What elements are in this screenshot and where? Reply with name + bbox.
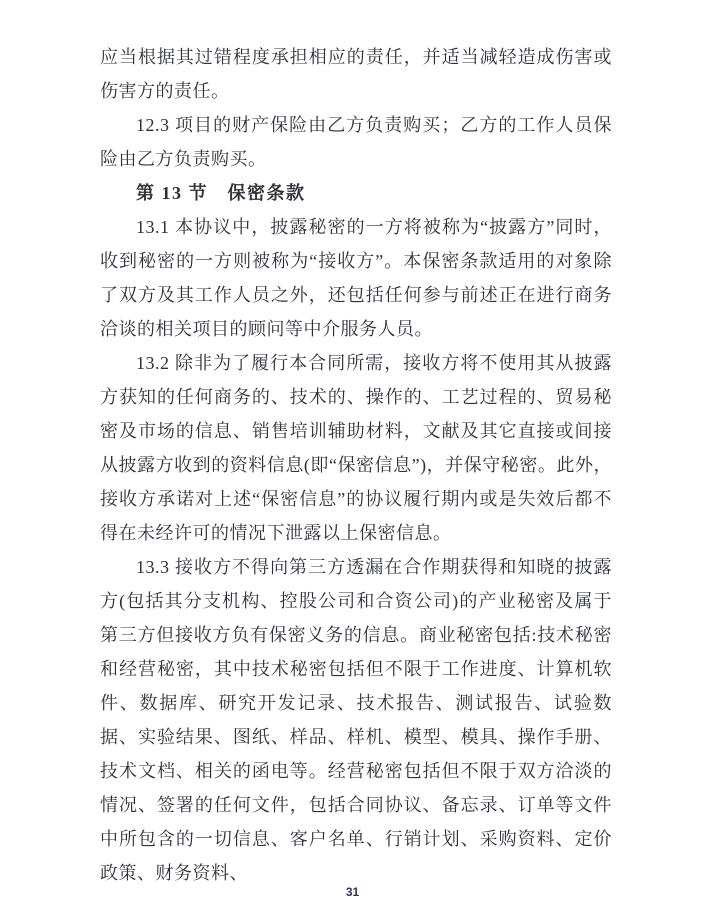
section-13-heading: 第 13 节 保密条款	[136, 183, 306, 203]
paragraph-clause-13-1: 13.1 本协议中，披露秘密的一方将被称为“披露方”同时，收到秘密的一方则被称为“接收方”。本保密条款适用的对象除了双方及其工作人员之外，还包括任何参与前述正在进行商务洽谈的相关项目的顾问等中介服务人员。	[100, 217, 612, 339]
paragraph-continuation: 应当根据其过错程度承担相应的责任，并适当减轻造成伤害或伤害方的责任。	[100, 47, 612, 101]
paragraph-clause-13-3: 13.3 接收方不得向第三方透漏在合作期获得和知晓的披露方(包括其分支机构、控股公司和合资公司)的产业秘密及属于第三方但接收方负有保密义务的信息。商业秘密包括:技术秘密和经营秘密，其中技术秘密包括但不限于工作进度、计算机软件、数据库、研究开发记录、技术报告、测试报告、试验数据、实验结果、图纸、样品、样机、模型、模具、操作手册、技术文档、相关的函电等。经营秘密包括但不限于双方洽淡的情况、签署的任何文件，包括合同协议、备忘录、订单等文件中所包含的一切信息、客户名单、行销计划、采购资料、定价政策、财务资料、	[100, 557, 612, 883]
page-number: 31	[345, 885, 360, 899]
paragraph-clause-13-2: 13.2 除非为了履行本合同所需，接收方将不使用其从披露方获知的任何商务的、技术的、操作的、工艺过程的、贸易秘密及市场的信息、销售培训辅助材料，文献及其它直接或间接从披露方收到的资料信息(即“保密信息”)，并保守秘密。此外，接收方承诺对上述“保密信息”的协议履行期内或是失效后都不得在未经许可的情况下泄露以上保密信息。	[100, 353, 612, 543]
document-body	[100, 40, 612, 890]
paragraph-clause-12-3: 12.3 项目的财产保险由乙方负责购买；乙方的工作人员保险由乙方负责购买。	[100, 115, 612, 169]
